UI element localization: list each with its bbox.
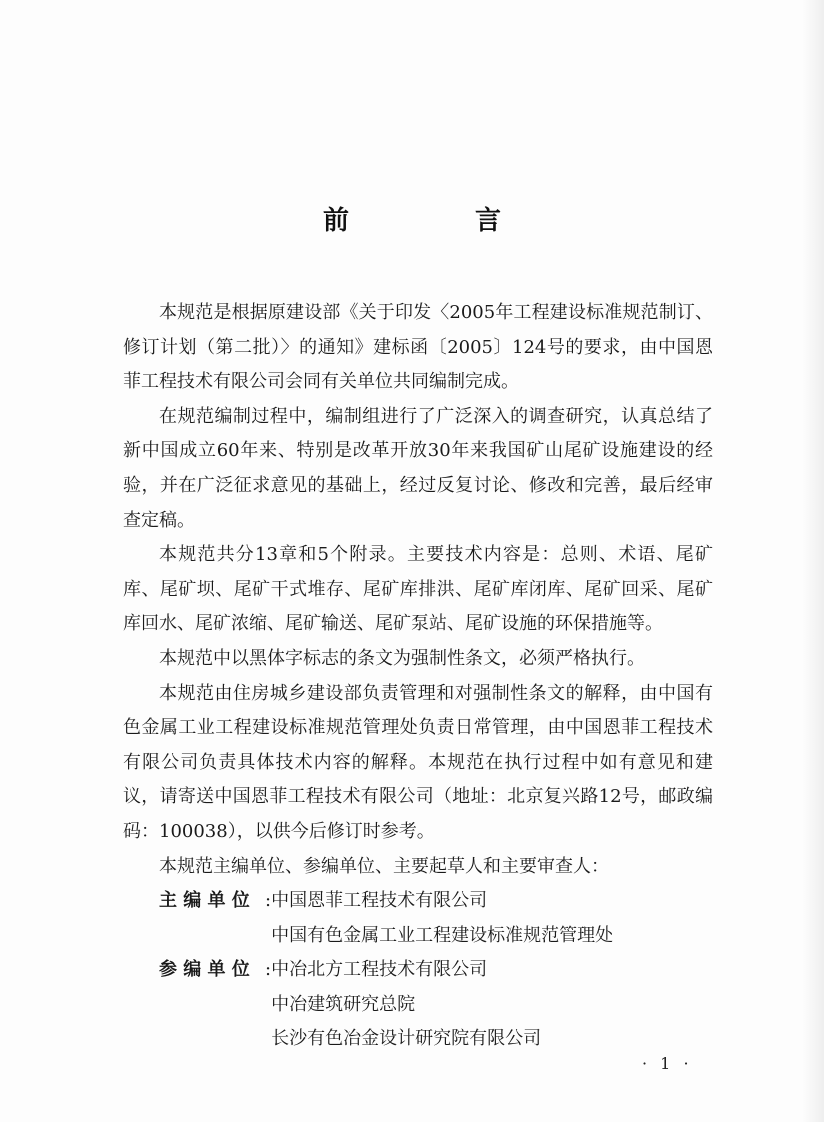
participating-label: 参 编 单 位 [159, 959, 250, 981]
participating-unit-3: 长沙有色冶金设计研究院有限公司 [271, 1028, 542, 1050]
participating-row [123, 953, 713, 1057]
chief-editor-row [123, 884, 713, 953]
page-edge-shadow [802, 0, 824, 1122]
preface-body [123, 296, 713, 1057]
chief-editor-units [271, 884, 613, 953]
paragraph-mandatory: 本规范中以黑体字标志的条文为强制性条文，必须严格执行。 [159, 647, 645, 669]
paragraph-process: 在规范编制过程中，编制组进行了广泛深入的调查研究，认真总结了新中国成立60年来、特别是改革开放30年来我国矿山尾矿设施建设的经验，并在广泛征求意见的基础上，经过反复讨论、修改和完善，最后经审查定稿。 [123, 405, 713, 531]
chief-unit-2: 中国有色金属工业工程建设标准规范管理处 [271, 924, 614, 946]
participating-unit-1: 中冶北方工程技术有限公司 [271, 959, 488, 981]
paragraph-management: 本规范由住房城乡建设部负责管理和对强制性条文的解释，由中国有色金属工业工程建设标准规范管理处负责日常管理，由中国恩菲工程技术有限公司负责具体技术内容的解释。本规范在执行过程中如有意见和建议，请寄送中国恩菲工程技术有限公司（地址：北京复兴路12号，邮政编码：100038），以供今后修订时参考。 [123, 682, 713, 842]
page-title: 前 言 [322, 206, 551, 236]
page-number: · 1 · [642, 1054, 693, 1073]
chief-unit-1: 中国恩菲工程技术有限公司 [271, 890, 488, 912]
participating-unit-2: 中冶建筑研究总院 [271, 993, 416, 1015]
credits-section [123, 884, 713, 1057]
chief-editor-label: 主 编 单 位 [159, 890, 250, 912]
paragraph-credits-intro: 本规范主编单位、参编单位、主要起草人和主要审查人： [159, 855, 609, 877]
paragraph-basis: 本规范是根据原建设部《关于印发〈2005年工程建设标准规范制订、修订计划（第二批）〉的通知》建标函〔2005〕124号的要求，由中国恩菲工程技术有限公司会同有关单位共同编制完成。 [123, 302, 713, 393]
label-colon: : [265, 959, 272, 981]
label-colon: : [265, 890, 272, 912]
paragraph-content: 本规范共分13章和5个附录。主要技术内容是：总则、术语、尾矿库、尾矿坝、尾矿干式堆存、尾矿库排洪、尾矿库闭库、尾矿回采、尾矿库回水、尾矿浓缩、尾矿输送、尾矿泵站、尾矿设施的环保措施等。 [123, 544, 713, 635]
participating-units [271, 953, 541, 1057]
